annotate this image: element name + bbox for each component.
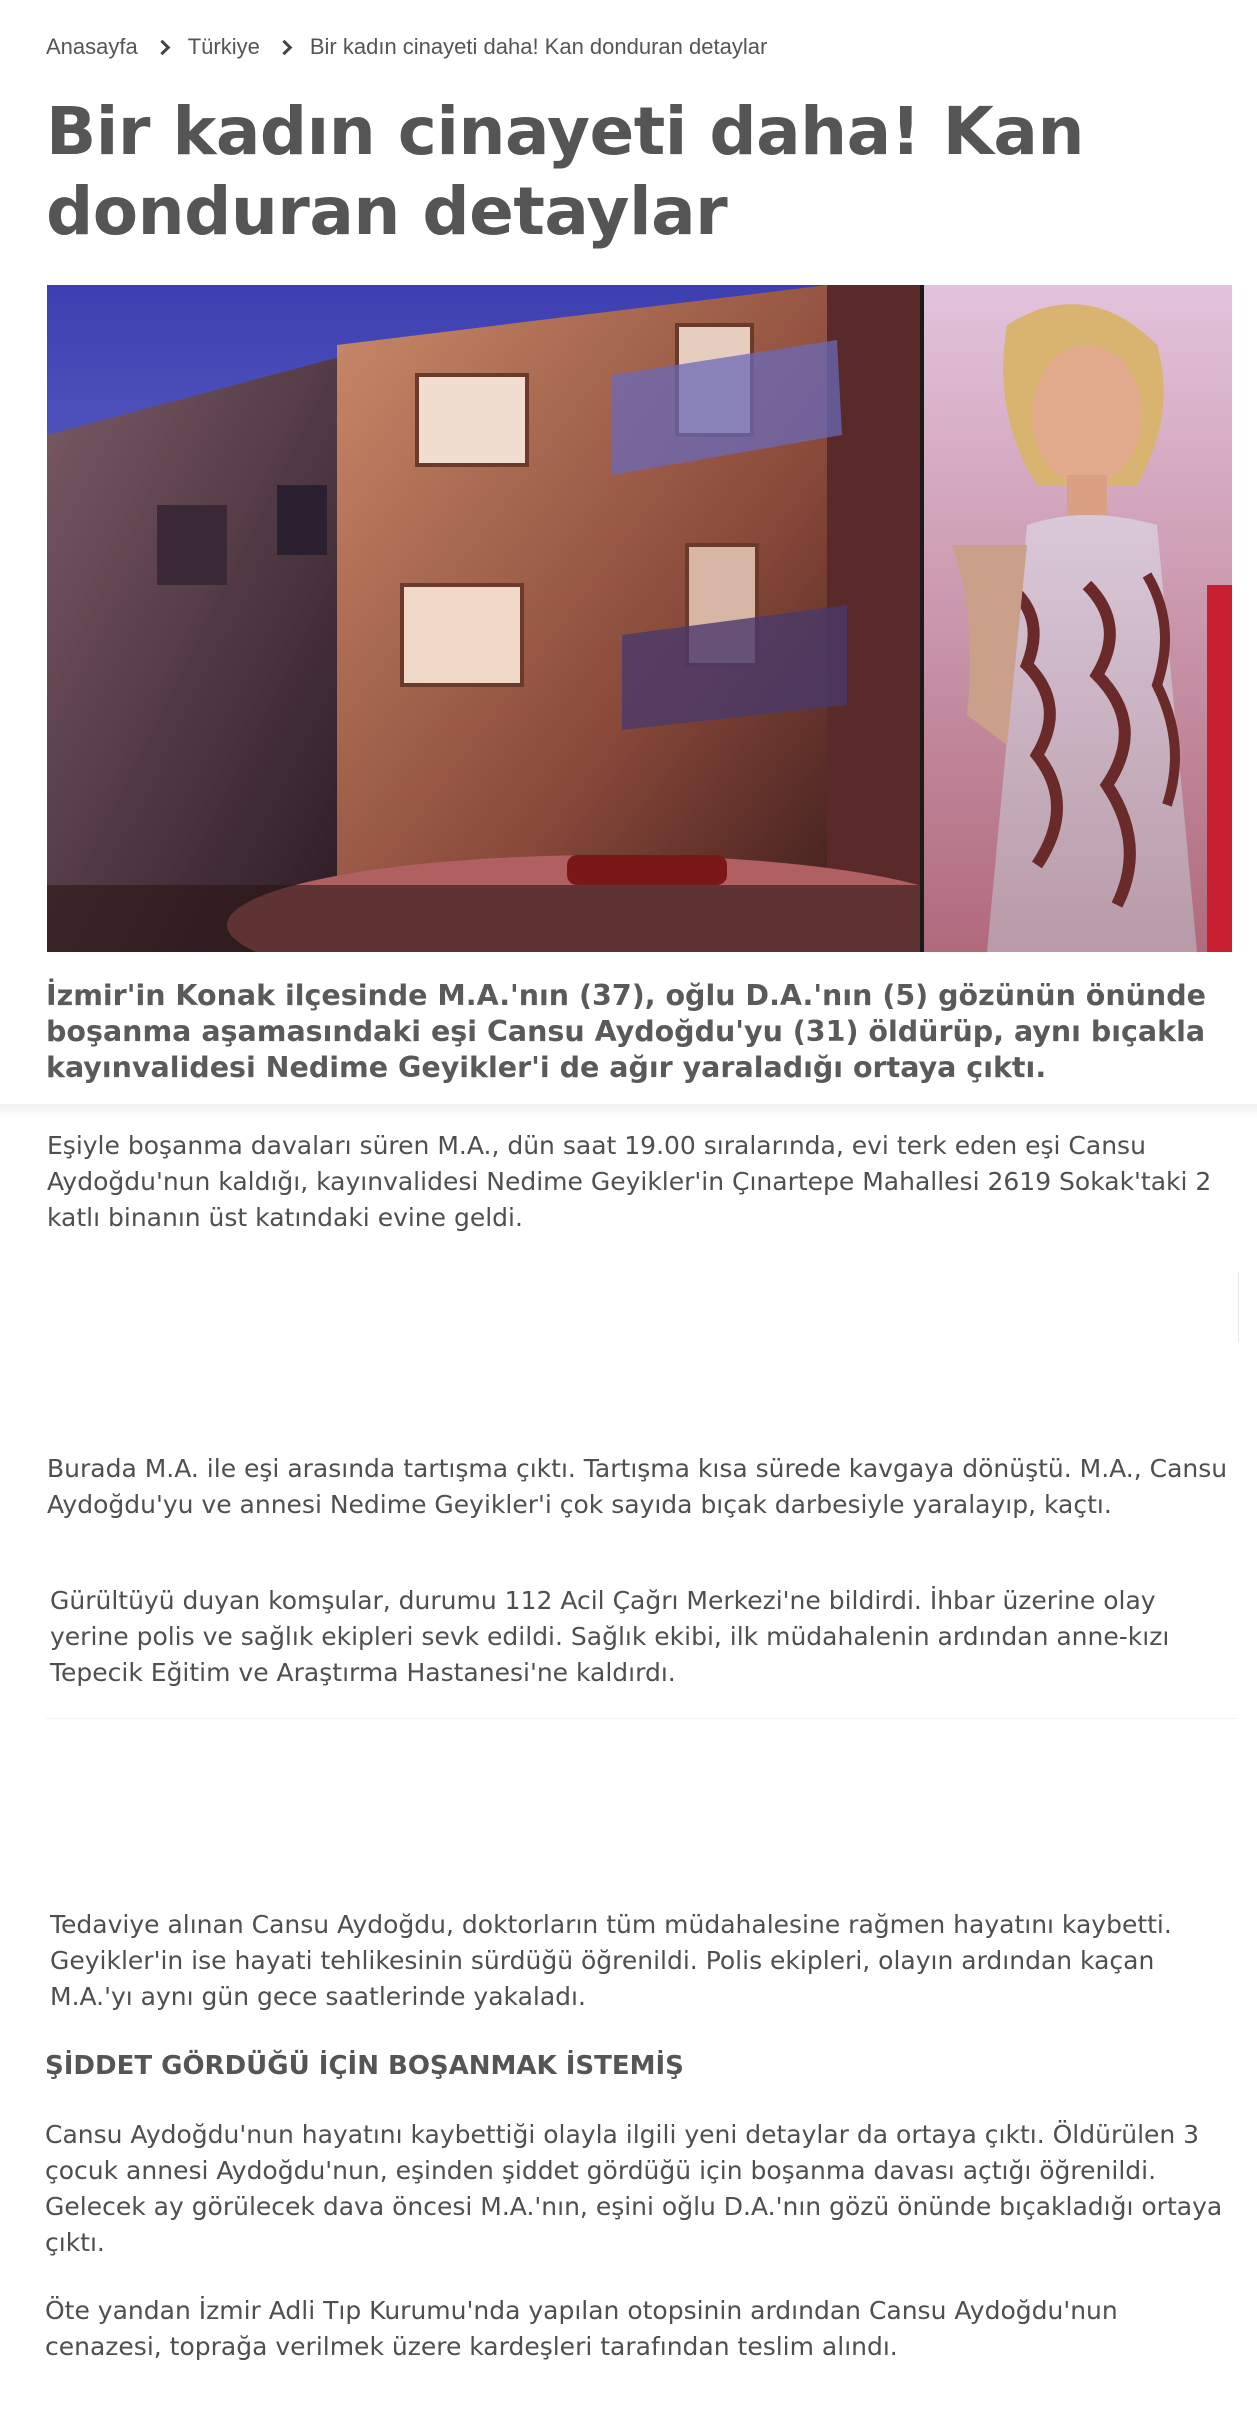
ad-placeholder [46, 1718, 1236, 1889]
breadcrumb-home-link[interactable]: Anasayfa [46, 34, 138, 59]
chevron-right-icon [274, 36, 296, 58]
article-paragraph: Burada M.A. ile eşi arasında tartışma çıktı. Tartışma kısa sürede kavgaya dönüştü. M.A., Cansu Aydoğdu'yu ve annesi Nedime Geyikler'i çok sayıda bıçak darbesiyle yaralayıp, kaçtı. [47, 1454, 1228, 1519]
divider [1238, 1272, 1239, 1342]
hero-photo-illustration [47, 285, 1232, 952]
article-paragraph: Cansu Aydoğdu'nun hayatını kaybettiği olayla ilgili yeni detaylar da ortaya çıktı. Öldürülen 3 çocuk annesi Aydoğdu'nun, eşinden şiddet gördüğü için boşanma davası açtığı öğrenildi. Gelecek ay görülecek dava öncesi M.A.'nın, eşini oğlu D.A.'nın gözü önünde bıçakladığı ortaya çıktı. [45, 2120, 1223, 2257]
article-hero-image[interactable] [47, 285, 1232, 952]
article-paragraph: Gürültüyü duyan komşular, durumu 112 Acil Çağrı Merkezi'ne bildirdi. İhbar üzerine olay yerine polis ve sağlık ekipleri sevk edildi. Sağlık ekibi, ilk müdahalenin ardından anne-kızı Tepecik Eğitim ve Araştırma Hastanesi'ne kaldırdı. [50, 1586, 1170, 1687]
article-paragraph: Tedaviye alınan Cansu Aydoğdu, doktorların tüm müdahalesine rağmen hayatını kaybetti. Geyikler'in ise hayati tehlikesinin sürdüğü öğrenildi. Polis ekipleri, olayın ardından kaçan M.A.'yı aynı gün gece saatlerinde yakaladı. [50, 1910, 1172, 2011]
ad-placeholder [46, 1250, 1236, 1430]
summary-divider-shadow [0, 1104, 1257, 1118]
chevron-right-icon [152, 36, 174, 58]
article-paragraph: Eşiyle boşanma davaları süren M.A., dün saat 19.00 sıralarında, evi terk eden eşi Cansu Aydoğdu'nun kaldığı, kayınvalidesi Nedime Geyikler'in Çınartepe Mahallesi 2619 Sokak'taki 2 katlı binanın üst katındaki evine geldi. [47, 1131, 1212, 1232]
breadcrumb-current: Bir kadın cinayeti daha! Kan donduran detaylar [309, 34, 768, 59]
article-paragraph: Öte yandan İzmir Adli Tıp Kurumu'nda yapılan otopsinin ardından Cansu Aydoğdu'nun cenazesi, toprağa verilmek üzere kardeşleri tarafından teslim alındı. [45, 2296, 1118, 2361]
article-title: Bir kadın cinayeti daha! Kan donduran detaylar [46, 93, 1084, 250]
breadcrumb [46, 34, 767, 60]
breadcrumb-category-link[interactable]: Türkiye [187, 34, 260, 59]
article-subheading: ŞİDDET GÖRDÜĞÜ İÇİN BOŞANMAK İSTEMİŞ [45, 2051, 684, 2081]
article-summary: İzmir'in Konak ilçesinde M.A.'nın (37), oğlu D.A.'nın (5) gözünün önünde boşanma aşamasındaki eşi Cansu Aydoğdu'yu (31) öldürüp, aynı bıçakla kayınvalidesi Nedime Geyikler'i de ağır yaraladığı ortaya çıktı. [46, 979, 1206, 1084]
